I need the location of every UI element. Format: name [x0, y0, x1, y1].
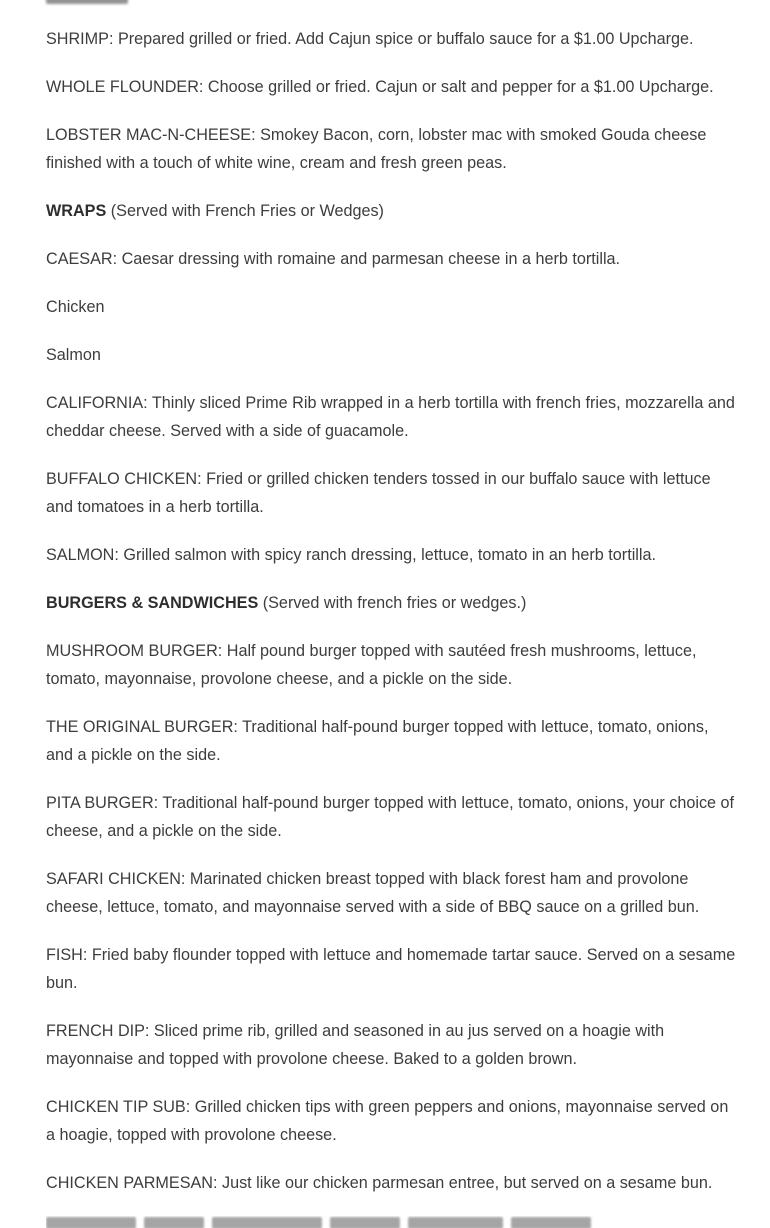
menu-item-original-burger: THE ORIGINAL BURGER: Traditional half-pound burger topped with lettuce, tomato, onions, and a pickle on the side.: [46, 718, 709, 764]
menu-item-safari-chicken: SAFARI CHICKEN: Marinated chicken breast topped with black forest ham and provolone cheese, lettuce, tomato, and mayonnaise served with a side of BBQ sauce on a grilled bun.: [46, 870, 700, 916]
menu-content: [46, 25, 736, 1197]
section-heading-burgers: [46, 589, 736, 617]
cut-off-heading-top: [46, 0, 128, 4]
menu-item-french-dip: FRENCH DIP: Sliced prime rib, grilled and seasoned in au jus served on a hoagie with mayonnaise and topped with provolone cheese. Baked to a golden brown.: [46, 1022, 665, 1068]
burgers-note: (Served with french fries or wedges.): [258, 594, 527, 612]
burgers-heading: BURGERS & SANDWICHES: [46, 594, 259, 612]
section-heading-wraps: [46, 197, 736, 225]
cut-off-text-bottom: [46, 1216, 726, 1228]
menu-item-buffalo-chicken: BUFFALO CHICKEN: Fried or grilled chicken tenders tossed in our buffalo sauce with lettuce and tomatoes in a herb tortilla.: [46, 470, 711, 516]
menu-item-whole-flounder: WHOLE FLOUNDER: Choose grilled or fried. Cajun or salt and pepper for a $1.00 Upcharge.: [46, 78, 714, 96]
menu-item-california: CALIFORNIA: Thinly sliced Prime Rib wrapped in a herb tortilla with french fries, mozzarella and cheddar cheese. Served with a side of guacamole.: [46, 394, 735, 440]
caesar-option-chicken: Chicken: [46, 298, 105, 316]
wraps-note: (Served with French Fries or Wedges): [106, 202, 384, 220]
menu-item-chicken-parmesan: CHICKEN PARMESAN: Just like our chicken parmesan entree, but served on a sesame bun.: [46, 1174, 713, 1192]
menu-item-lobster-mac: LOBSTER MAC-N-CHEESE: Smokey Bacon, corn, lobster mac with smoked Gouda cheese finished with a touch of white wine, cream and fresh green peas.: [46, 126, 707, 172]
menu-item-shrimp: SHRIMP: Prepared grilled or fried. Add Cajun spice or buffalo sauce for a $1.00 Upcharge.: [46, 30, 694, 48]
wraps-heading: WRAPS: [46, 202, 107, 220]
caesar-option-salmon: Salmon: [46, 346, 101, 364]
menu-item-mushroom-burger: MUSHROOM BURGER: Half pound burger topped with sautéed fresh mushrooms, lettuce, tomato, mayonnaise, provolone cheese, and a pickle on the side.: [46, 642, 697, 688]
menu-item-chicken-tip-sub: CHICKEN TIP SUB: Grilled chicken tips with green peppers and onions, mayonnaise served on a hoagie, topped with provolone cheese.: [46, 1098, 729, 1144]
menu-item-fish: FISH: Fried baby flounder topped with lettuce and homemade tartar sauce. Served on a sesame bun.: [46, 946, 736, 992]
menu-item-pita-burger: PITA BURGER: Traditional half-pound burger topped with lettuce, tomato, onions, your choice of cheese, and a pickle on the side.: [46, 794, 735, 840]
menu-item-caesar: CAESAR: Caesar dressing with romaine and parmesan cheese in a herb tortilla.: [46, 250, 621, 268]
menu-item-salmon-wrap: SALMON: Grilled salmon with spicy ranch dressing, lettuce, tomato in an herb tortilla.: [46, 546, 656, 564]
